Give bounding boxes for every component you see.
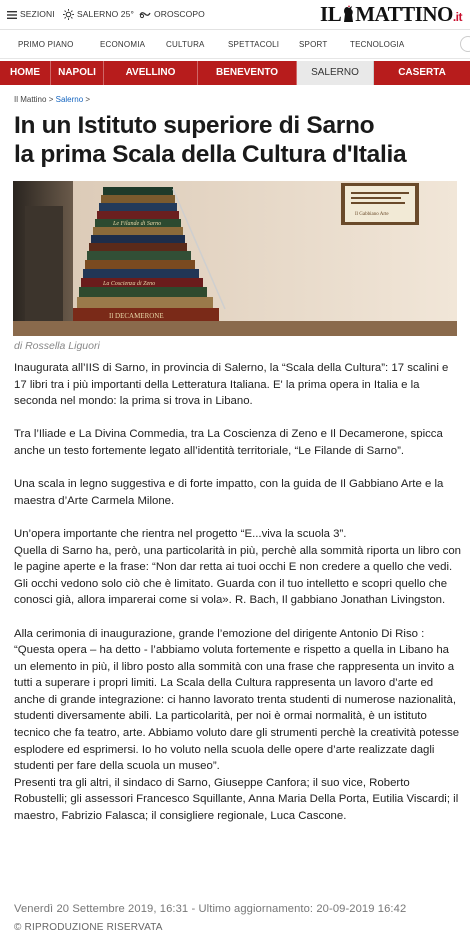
hamburger-icon [7,11,17,19]
byline: di Rossella Liguori [14,340,100,352]
nav-item-cultura[interactable]: CULTURA [166,40,205,49]
city-tab-napoli[interactable]: NAPOLI [51,61,104,85]
horoscope-link[interactable] [139,9,205,19]
section-nav [0,31,470,59]
publish-dateline: Venerdì 20 Settembre 2019, 16:31 - Ultimo aggiornamento: 20-09-2019 16:42 [14,903,407,915]
paragraph: Presenti tra gli altri, il sindaco di Sarno, Giuseppe Canfora; il suo vice, Roberto Robustelli; gli assessori Francesco Squillante, Anna Maria Della Porta, Eutilia Viscardi; il maestro, Fabrizio Falasca; il consigliere regionale, Luca Cascone. [14,776,459,823]
nav-item-spettacoli[interactable]: SPETTACOLI [228,40,280,49]
breadcrumb [14,95,90,104]
paragraph: Tra l’Iliade e La Divina Commedia, tra La Coscienza di Zeno e Il Decamerone, spicca anche un testo fortemente legato all’identità territoriale, “Le Filande di Sarno”. [14,428,443,457]
paragraph: Inaugurata all’IIS di Sarno, in provincia di Salerno, la “Scala della Cultura”: 17 scalini e 17 libri tra i più importanti della Letteratura Italiana. E' la prima opera in Italia e la seconda nel mondo: la prima si trova in Libano. [14,362,449,408]
city-nav [0,61,470,85]
book-spine-decamerone: Il DECAMERONE [109,312,164,320]
weather-label: SALERNO 25° [77,9,134,19]
staircase-illustration [13,181,457,336]
article-body [14,360,462,825]
breadcrumb-root[interactable]: Il Mattino [14,95,47,104]
horoscope-icon [139,10,151,19]
sections-menu-button[interactable] [7,9,55,19]
title-line-1: In un Istituto superiore di Sarno [14,112,375,139]
paragraph: Quella di Sarno ha, però, una particolarità in più, perchè alla sommità riporta un libro con le pagine aperte e la frase: “Non dar retta ai tuoi occhi E non credere a quello che vedi. Gli occhi vedono solo ciò che è limitato. Guarda con il tuo intelletto e scopri quello che conosci già, allora imparerai come si vola». R. Bach, Il gabbiano Jonathan Livingston. [14,544,462,607]
horoscope-label: OROSCOPO [154,9,205,19]
wall-sign-text: Il Gabbiano Arte [355,212,389,217]
paragraph: Una scala in legno suggestiva e di forte impatto, con la guida de Il Gabbiano Arte e la maestra d’Arte Carmela Milone. [14,478,444,507]
logo-suffix: .it [452,10,462,24]
city-tab-benevento[interactable]: BENEVENTO [198,61,297,85]
paragraph: Un’opera importante che rientra nel progetto “E...viva la scuola 3”. [14,527,347,540]
book-spine-coscienza: La Coscienza di Zeno [103,281,156,287]
city-tab-avellino[interactable]: AVELLINO [104,61,198,85]
title-line-2: la prima Scala della Cultura d'Italia [14,141,407,168]
nav-item-economia[interactable]: ECONOMIA [100,40,146,49]
city-tab-salerno[interactable]: SALERNO [297,61,374,85]
copyright-notice: © RIPRODUZIONE RISERVATA [14,922,163,933]
nav-item-primo-piano[interactable]: PRIMO PIANO [18,40,74,49]
paragraph: Alla cerimonia di inaugurazione, grande l’emozione del dirigente Antonio Di Riso : “Questa opera – ha detto - l’abbiamo voluta fortemente e rispetto a quella in Libano ha un elemento in più, il libro posto alla sommità con una frase che rappresenta un invito a tutti a superare i propri limiti. La Scala della Cultura rappresenta un lavoro d’arte ed anche di grande integrazione: ci hanno lavorato trenta studenti di numerose nazionalità, studenti diversamente abili. La particolarità, per noi è ormai normalità, è un istituto tecnico che fa teatro, arte. Abbiamo voluto dare gli strumenti perchè la creatività potesse esplodere ed esprimersi. Io ho voluto nella scuola delle opere d’arte realizzate dagli studenti per fare della scuola un museo”. [14,627,460,773]
breadcrumb-separator: > [48,95,54,104]
nav-item-tecnologia[interactable]: TECNOLOGIA [350,40,405,49]
breadcrumb-trail: > [85,95,91,104]
logo-il: IL [320,2,342,26]
rooster-icon [341,5,355,23]
logo-mattino: MATTINO [355,2,453,26]
city-tab-caserta[interactable]: CASERTA [398,67,446,78]
sun-icon [63,9,74,20]
book-spine-filande: Le Filande di Sarno [113,221,162,227]
more-sections-button[interactable] [460,36,470,52]
site-logo[interactable] [320,2,462,27]
breadcrumb-current[interactable]: Salerno [55,95,84,104]
nav-item-sport[interactable]: SPORT [299,40,328,49]
city-tab-home[interactable]: HOME [0,61,51,85]
page-title [14,111,466,169]
top-utility-bar [0,0,470,30]
article-photo[interactable] [13,181,457,336]
sections-label: SEZIONI [20,9,55,19]
weather-link[interactable] [63,9,134,20]
